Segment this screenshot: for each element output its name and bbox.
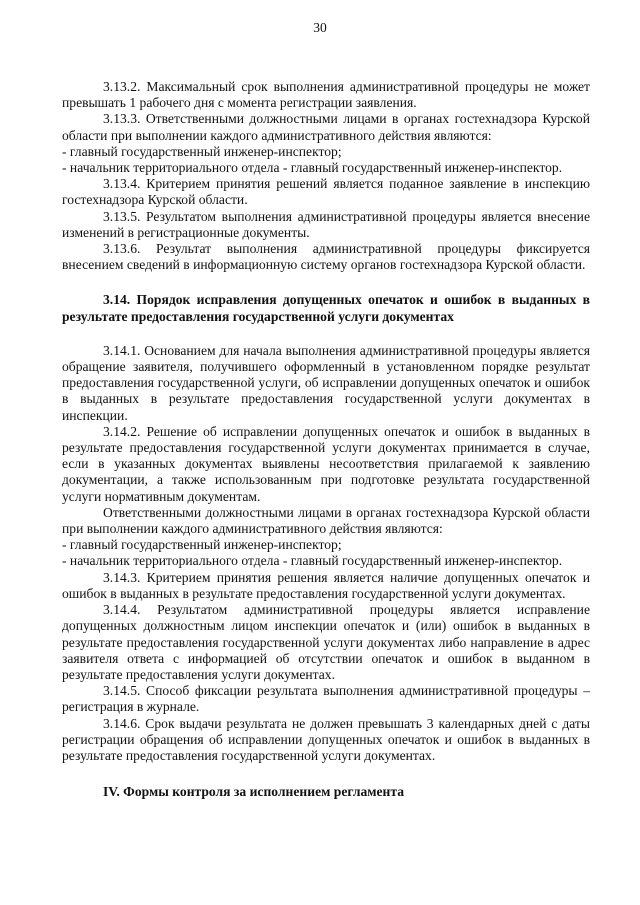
paragraph-3-13-3: 3.13.3. Ответственными должностными лицами в органах гостехнадзора Курской области при выполнении каждого административного действия являются: [62,111,590,143]
paragraph-responsible-officials: Ответственными должностными лицами в органах гостехнадзора Курской области при выполнении каждого административного действия являются: [62,504,590,537]
section-heading-3-14: 3.14. Порядок исправления допущенных опечаток и ошибок в выданных в результате предоставления государственной услуги документах [62,292,590,324]
paragraph-3-14-5: 3.14.5. Способ фиксации результата выполнения административной процедуры – регистрация в журнале. [62,683,590,715]
paragraph-3-13-4: 3.13.4. Критерием принятия решений является поданное заявление в инспекцию гостехнадзора Курской области. [62,176,590,208]
paragraph-3-14-2: 3.14.2. Решение об исправлении допущенных опечаток и ошибок в выданных в результате предоставления государственной услуги документах принимается в случае, если в указанных документах выявлены несоответствия прилагаемой к заявлению документации, а также использованным при подготовке результата государственной услуги нормативным документам. [62,423,590,504]
section-heading-4: IV. Формы контроля за исполнением регламента [103,784,405,800]
list-item: - начальник территориального отдела - главный государственный инженер-инспектор. [62,553,563,569]
paragraph-3-14-3: 3.14.3. Критерием принятия решения является наличие допущенных опечаток и ошибок в выданных в результате предоставления государственной услуги документах. [62,569,590,601]
paragraph-3-14-4: 3.14.4. Результатом административной процедуры является исправление допущенных должностным лицом инспекции опечаток и (или) ошибок в выданных в результате предоставления государственной услуги документах либо направление в адрес заявителя ответа с информацией об отсутствии опечаток и ошибок в выданном в результате предоставления услуги документах. [62,602,590,682]
paragraph-3-14-6: 3.14.6. Срок выдачи результата не должен превышать 3 календарных дней с даты регистрации обращения об исправлении допущенных опечаток и ошибок в выданных в результате предоставления государственной услуги документах. [62,715,590,763]
document-body [62,79,590,800]
paragraph-3-13-6: 3.13.6. Результат выполнения административной процедуры фиксируется внесением сведений в информационную систему органов гостехнадзора Курской области. [62,241,590,273]
list-item: - главный государственный инженер-инспектор; [62,537,342,553]
paragraph-3-14-1: 3.14.1. Основанием для начала выполнения административной процедуры является обращение заявителя, получившего оформленный в установленном порядке результат предоставления государственной услуги, об исправлении допущенных опечаток и ошибок в выданных в результате предоставления государственной услуги документах в инспекции. [62,342,590,423]
page-number: 30 [313,20,327,35]
paragraph-3-13-2: 3.13.2. Максимальный срок выполнения административной процедуры не может превышать 1 рабочего дня с момента регистрации заявления. [62,79,590,111]
paragraph-3-13-5: 3.13.5. Результатом выполнения административной процедуры является внесение изменений в регистрационные документы. [62,208,590,240]
list-item: - главный государственный инженер-инспектор; [62,143,342,159]
list-item: - начальник территориального отдела - главный государственный инженер-инспектор. [62,160,563,176]
